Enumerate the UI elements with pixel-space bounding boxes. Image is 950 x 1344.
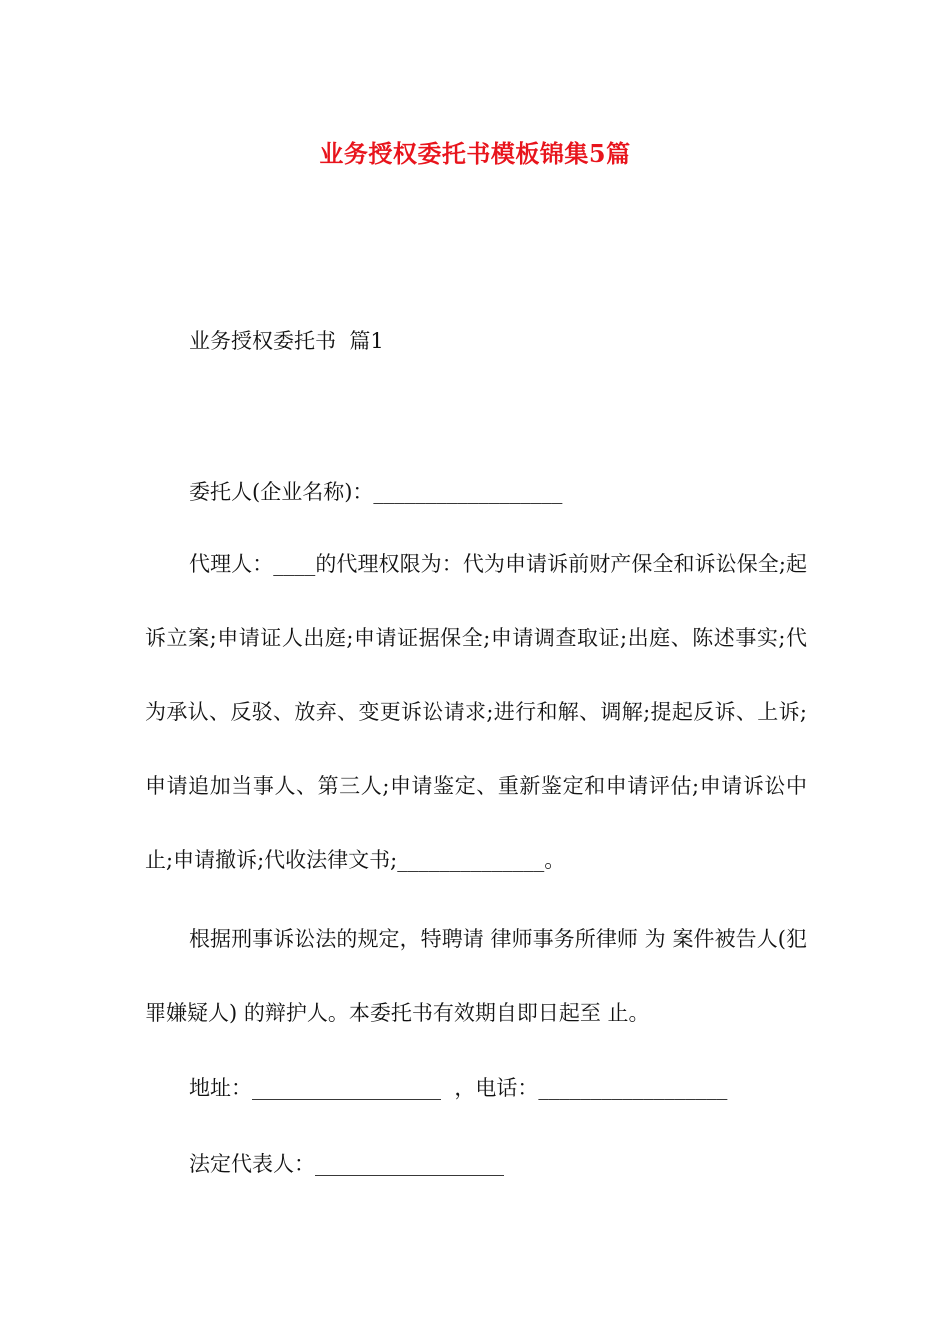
section-heading: 业务授权委托书 篇1: [189, 329, 384, 353]
agent-authority-paragraph: 代理人：____的代理权限为：代为申请诉前财产保全和诉讼保全;起诉立案;申请证人出庭;申请证据保全;申请调查取证;出庭、陈述事实;代为承认、反驳、放弃、变更诉讼请求;进行和解、调解;提起反诉、上诉;申请追加当事人、第三人;申请鉴定、重新鉴定和申请评估;申请诉讼中止;申请撤诉;代收法律文书;______________。: [145, 552, 807, 872]
address-phone-line: 地址：__________________ ，电话：__________________: [189, 1076, 728, 1100]
document-title: 业务授权委托书模板锦集5篇: [319, 139, 631, 168]
criminal-law-paragraph: 根据刑事诉讼法的规定，特聘请 律师事务所律师 为 案件被告人(犯罪嫌疑人) 的辩护人。本委托书有效期自即日起至 止。: [145, 927, 807, 1025]
client-line: 委托人(企业名称)：__________________: [189, 480, 563, 504]
legal-representative-line: 法定代表人：__________________: [189, 1152, 504, 1176]
